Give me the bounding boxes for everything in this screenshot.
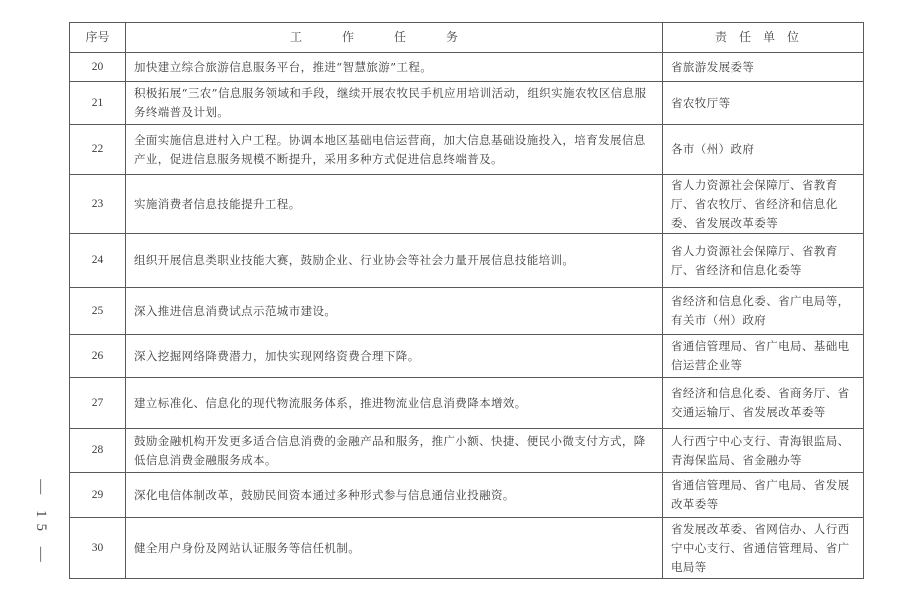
responsible-unit-cell: 人行西宁中心支行、青海银监局、青海保监局、省金融办等 — [663, 429, 864, 473]
serial-number-cell: 26 — [70, 335, 126, 378]
work-task-cell: 建立标准化、信息化的现代物流服务体系，推进物流业信息消费降本增效。 — [126, 378, 663, 429]
work-task-cell: 健全用户身份及网站认证服务等信任机制。 — [126, 518, 663, 579]
header-work-task: 工作任务 — [126, 23, 663, 53]
table-row — [70, 53, 864, 82]
work-task-cell: 组织开展信息类职业技能大赛，鼓励企业、行业协会等社会力量开展信息技能培训。 — [126, 234, 663, 288]
serial-number-cell: 29 — [70, 473, 126, 518]
responsible-unit-cell: 省发展改革委、省网信办、人行西宁中心支行、省通信管理局、省广电局等 — [663, 518, 864, 579]
work-task-cell: 深化电信体制改革，鼓励民间资本通过多种形式参与信息通信业投融资。 — [126, 473, 663, 518]
serial-number-cell: 25 — [70, 288, 126, 335]
work-task-cell: 全面实施信息进村入户工程。协调本地区基础电信运营商，加大信息基础设施投入，培育发展信息产业，促进信息服务规模不断提升，采用多种方式促进信息终端普及。 — [126, 125, 663, 175]
table-row — [70, 335, 864, 378]
table-header-row — [70, 23, 864, 53]
work-task-cell: 深入推进信息消费试点示范城市建设。 — [126, 288, 663, 335]
responsible-unit-cell: 省人力资源社会保障厅、省教育厅、省农牧厅、省经济和信息化委、省发展改革委等 — [663, 175, 864, 234]
serial-number-cell: 30 — [70, 518, 126, 579]
responsible-unit-cell: 省经济和信息化委、省商务厅、省交通运输厅、省发展改革委等 — [663, 378, 864, 429]
responsible-unit-cell: 省人力资源社会保障厅、省教育厅、省经济和信息化委等 — [663, 234, 864, 288]
work-task-cell: 实施消费者信息技能提升工程。 — [126, 175, 663, 234]
serial-number-cell: 21 — [70, 82, 126, 125]
task-table — [69, 22, 864, 579]
work-task-cell: 鼓励金融机构开发更多适合信息消费的金融产品和服务，推广小额、快捷、便民小微支付方式，降低信息消费金融服务成本。 — [126, 429, 663, 473]
serial-number-cell: 22 — [70, 125, 126, 175]
work-task-cell: 深入挖掘网络降费潜力，加快实现网络资费合理下降。 — [126, 335, 663, 378]
table-row — [70, 125, 864, 175]
responsible-unit-cell: 省通信管理局、省广电局、基础电信运营企业等 — [663, 335, 864, 378]
responsible-unit-cell: 各市（州）政府 — [663, 125, 864, 175]
responsible-unit-cell: 省通信管理局、省广电局、省发展改革委等 — [663, 473, 864, 518]
header-responsible-unit: 责任单位 — [663, 23, 864, 53]
table-row — [70, 82, 864, 125]
table-row — [70, 518, 864, 579]
serial-number-cell: 27 — [70, 378, 126, 429]
serial-number-cell: 28 — [70, 429, 126, 473]
header-serial-number: 序号 — [70, 23, 126, 53]
table-row — [70, 234, 864, 288]
responsible-unit-cell: 省旅游发展委等 — [663, 53, 864, 82]
serial-number-cell: 23 — [70, 175, 126, 234]
table-row — [70, 175, 864, 234]
serial-number-cell: 20 — [70, 53, 126, 82]
page-number — [28, 478, 52, 568]
table-row — [70, 473, 864, 518]
table-row — [70, 378, 864, 429]
responsible-unit-cell: 省经济和信息化委、省广电局等，有关市（州）政府 — [663, 288, 864, 335]
responsible-unit-cell: 省农牧厅等 — [663, 82, 864, 125]
table-row — [70, 288, 864, 335]
serial-number-cell: 24 — [70, 234, 126, 288]
work-task-cell: 积极拓展“三农”信息服务领域和手段，继续开展农牧民手机应用培训活动，组织实施农牧区信息服务终端普及计划。 — [126, 82, 663, 125]
table-row — [70, 429, 864, 473]
work-task-cell: 加快建立综合旅游信息服务平台，推进“智慧旅游”工程。 — [126, 53, 663, 82]
page-number-text: — 15 — — [32, 478, 49, 568]
